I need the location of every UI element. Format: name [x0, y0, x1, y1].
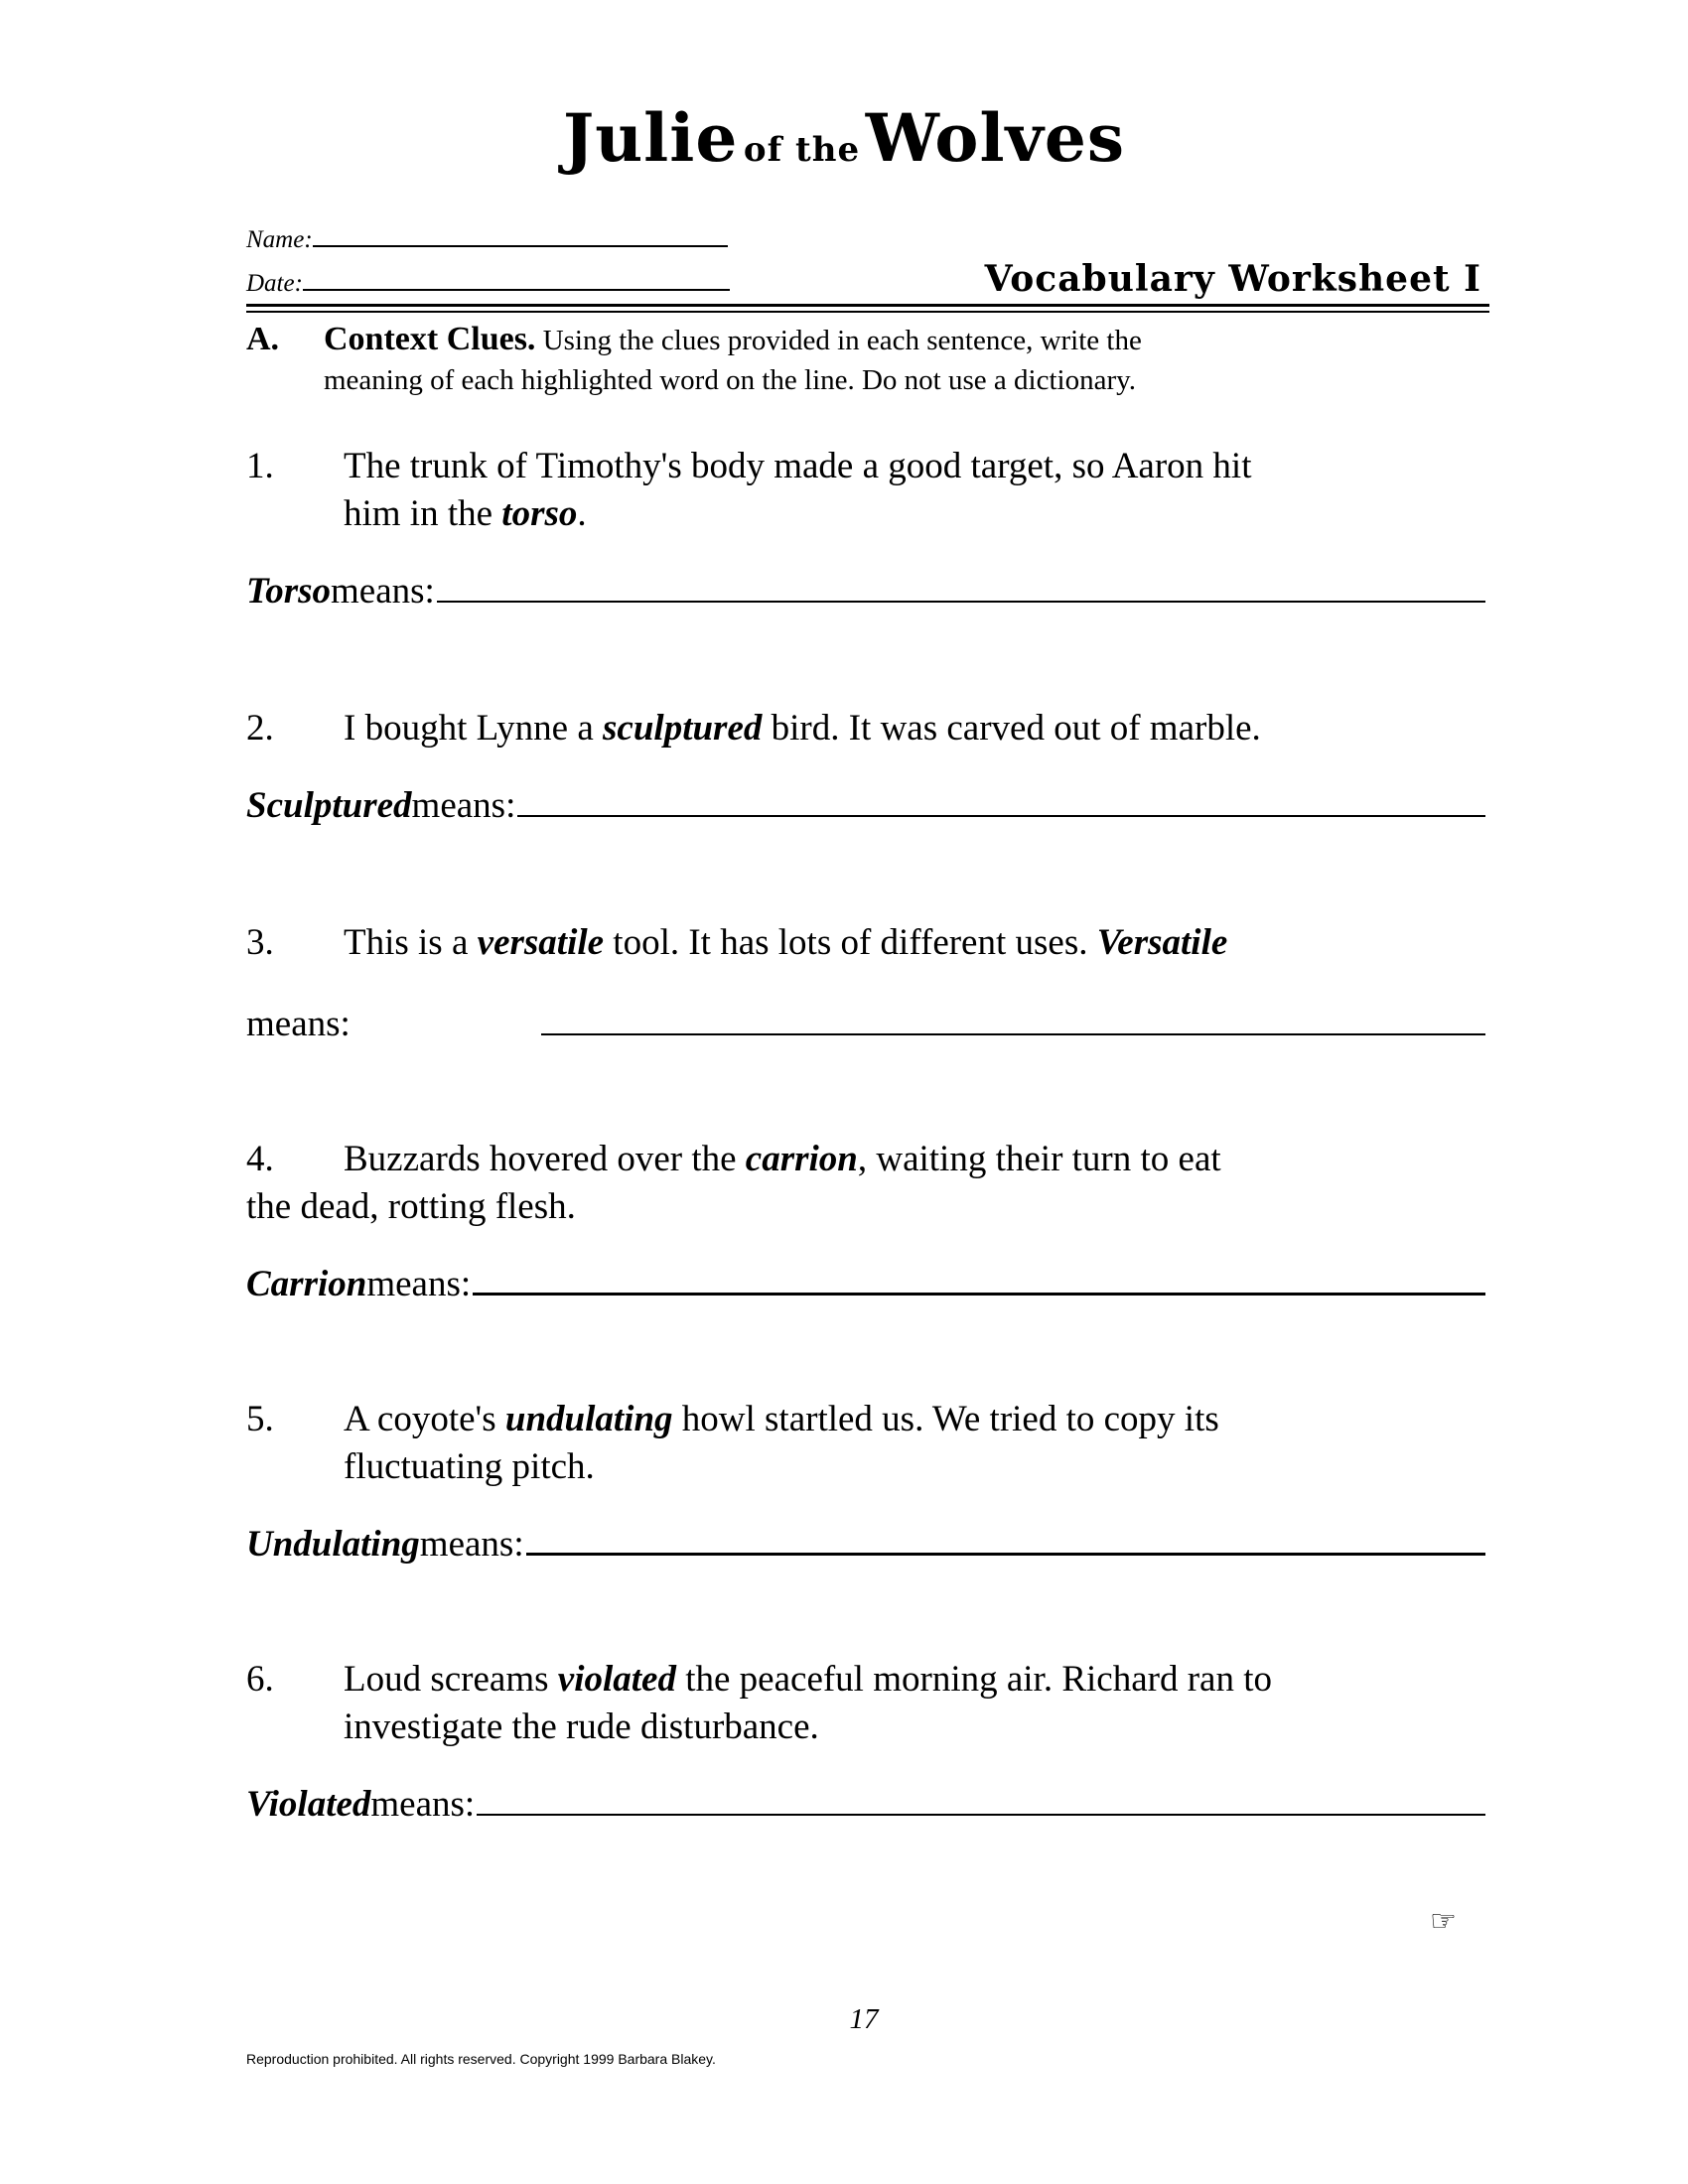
question-text-end: howl startled us. We tried to copy its	[672, 1399, 1219, 1439]
answer-line[interactable]	[526, 1552, 1485, 1556]
question-text-end: , waiting their turn to eat	[857, 1139, 1221, 1179]
answer-label: means:	[366, 1264, 472, 1304]
vocab-word: versatile	[477, 922, 605, 963]
answer-label: means:	[246, 1004, 351, 1044]
instructions-line-2: meaning of each highlighted word on the line. Do not use a dictionary.	[324, 364, 1136, 396]
vocab-word: carrion	[745, 1139, 858, 1179]
answer-5	[246, 1523, 1485, 1566]
answer-3	[246, 1003, 1485, 1045]
pointing-hand-icon: ☞	[1430, 1904, 1457, 1939]
answer-word: Torso	[246, 571, 332, 612]
question-text: The trunk of Timothy's body made a good target, so Aaron hit	[344, 446, 1252, 486]
question-6	[246, 1656, 1517, 1751]
question-number: 1.	[246, 446, 274, 486]
question-3	[246, 919, 1517, 967]
section-heading: Context Clues.	[324, 321, 536, 357]
section-letter: A.	[246, 321, 280, 357]
question-text-line-2: him in the	[344, 493, 502, 534]
copyright-notice: Reproduction prohibited. All rights reserved. Copyright 1999 Barbara Blakey.	[246, 2051, 716, 2067]
question-text: Loud screams	[344, 1659, 558, 1700]
answer-word: Sculptured	[246, 785, 412, 826]
question-text: I bought Lynne a	[344, 708, 604, 749]
answer-word: Undulating	[246, 1524, 420, 1565]
question-text-end: .	[577, 493, 587, 534]
answer-line[interactable]	[517, 814, 1485, 817]
date-field[interactable]	[246, 270, 730, 298]
instructions-line-1: Using the clues provided in each sentence, write the	[535, 325, 1142, 356]
answer-word: Carrion	[246, 1264, 367, 1304]
answer-label: means:	[411, 785, 516, 826]
question-number: 2.	[246, 708, 274, 749]
title-word-julie: Julie	[562, 99, 739, 177]
instructions	[246, 320, 1497, 400]
question-number: 5.	[246, 1399, 274, 1439]
page-number: 17	[849, 2003, 879, 2035]
answer-label: means:	[419, 1524, 524, 1565]
name-line[interactable]	[313, 243, 728, 247]
answer-1	[246, 570, 1485, 613]
answer-line[interactable]	[541, 1032, 1485, 1035]
header-rule-top	[246, 304, 1489, 307]
question-text-end: bird. It was carved out of marble.	[762, 708, 1261, 749]
question-text: A coyote's	[344, 1399, 505, 1439]
question-1	[246, 443, 1517, 538]
vocab-word: torso	[501, 493, 578, 534]
answer-label: means:	[331, 571, 435, 612]
answer-label: means:	[370, 1784, 476, 1825]
answer-4	[246, 1263, 1485, 1305]
page-title	[0, 99, 1688, 177]
date-line[interactable]	[303, 287, 730, 291]
question-text-line-2: the dead, rotting flesh.	[246, 1186, 576, 1227]
question-text-end: tool. It has lots of different uses.	[604, 922, 1097, 963]
answer-6	[246, 1783, 1485, 1826]
question-2	[246, 705, 1517, 752]
question-text-end: the peaceful morning air. Richard ran to	[675, 1659, 1272, 1700]
worksheet-title: Vocabulary Worksheet I	[984, 258, 1481, 300]
question-text: Buzzards hovered over the	[344, 1139, 746, 1179]
question-text: This is a	[344, 922, 478, 963]
answer-line[interactable]	[477, 1813, 1485, 1816]
answer-line[interactable]	[437, 600, 1485, 603]
name-field[interactable]	[246, 226, 728, 254]
answer-2	[246, 784, 1485, 827]
vocab-word: sculptured	[603, 708, 763, 749]
question-5	[246, 1396, 1517, 1491]
date-label: Date:	[246, 270, 303, 297]
question-text-line-2: fluctuating pitch.	[344, 1446, 595, 1487]
answer-line[interactable]	[473, 1292, 1485, 1296]
question-number: 6.	[246, 1659, 274, 1700]
name-label: Name:	[246, 226, 313, 253]
vocab-word-repeat: Versatile	[1096, 922, 1228, 963]
vocab-word: violated	[557, 1659, 676, 1700]
title-word-wolves: Wolves	[865, 99, 1126, 177]
vocab-word: undulating	[504, 1399, 673, 1439]
question-number: 3.	[246, 922, 274, 963]
header-rule-bottom	[246, 311, 1489, 313]
question-4	[246, 1136, 1517, 1231]
title-word-of-the: of the	[743, 130, 861, 170]
question-text-line-2: investigate the rude disturbance.	[344, 1706, 819, 1747]
question-number: 4.	[246, 1139, 274, 1179]
answer-word: Violated	[246, 1784, 371, 1825]
